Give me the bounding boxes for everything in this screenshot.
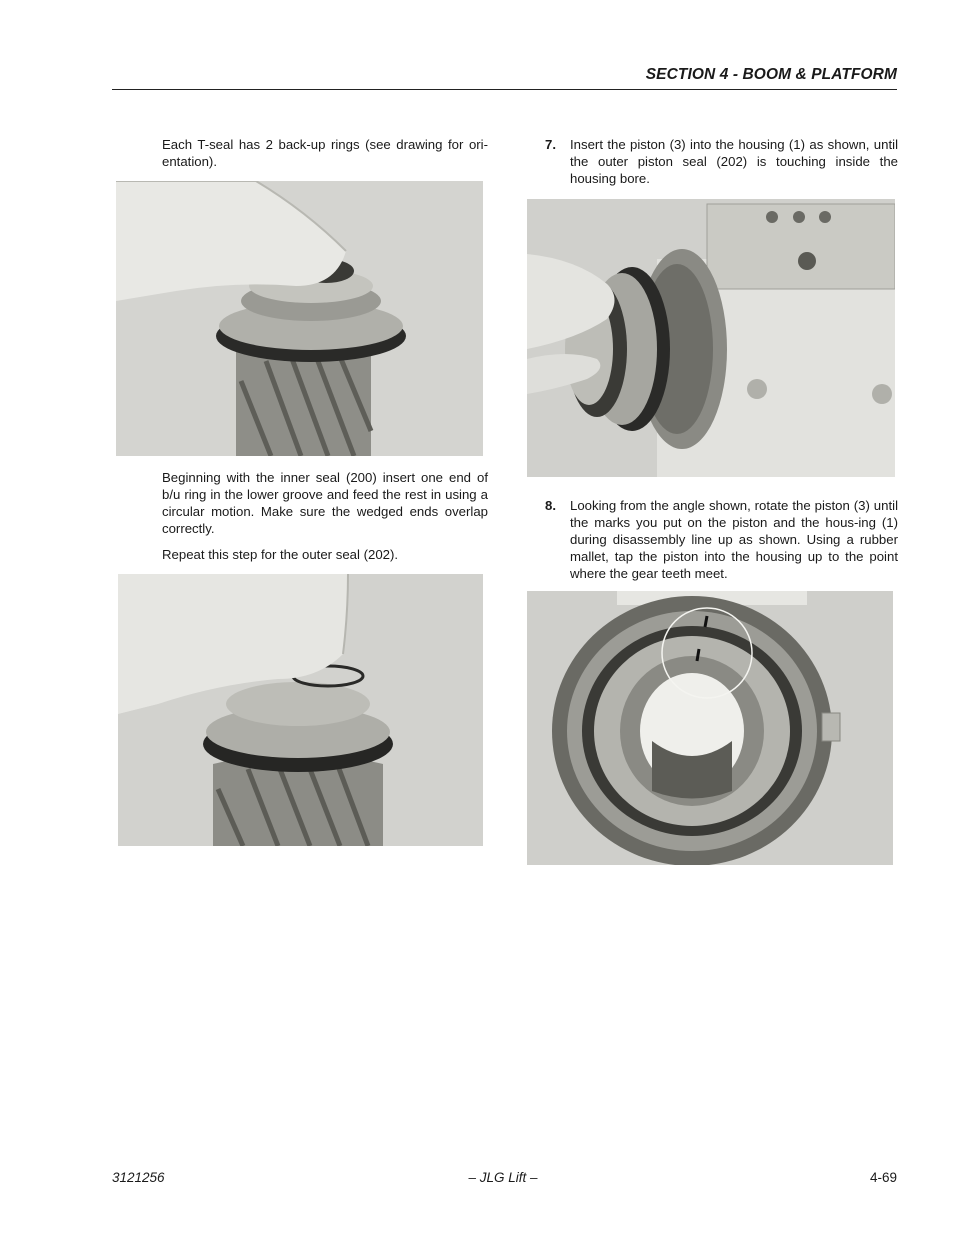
footer-brand: – JLG Lift – [468, 1170, 538, 1185]
photo-outer-seal-ring [118, 574, 483, 846]
photo-backup-ring-insert [116, 181, 483, 456]
step-7 [545, 136, 898, 188]
paragraph-backup-rings: Each T-seal has 2 back-up rings (see drawing for ori-entation). [162, 137, 488, 169]
step-8 [545, 497, 898, 583]
footer-doc-number: 3121256 [112, 1170, 165, 1185]
photo-piston-into-housing [527, 199, 895, 477]
photo-alignment-marks [527, 591, 893, 865]
paragraph-outer-seal: Repeat this step for the outer seal (202). [162, 547, 399, 562]
section-title: SECTION 4 - BOOM & PLATFORM [645, 66, 897, 83]
footer-page-number: 4-69 [869, 1170, 897, 1185]
step-8-text: Looking from the angle shown, rotate the piston (3) until the marks you put on the piston and the hous-ing (1) during disassembly line up as shown. Using a rubber mallet, tap the piston into the housing up to the point where the gear teeth meet. [570, 498, 898, 581]
header-divider [112, 89, 897, 90]
step-7-number: 7. [545, 137, 556, 152]
step-8-number: 8. [545, 498, 556, 513]
paragraph-inner-seal: Beginning with the inner seal (200) insert one end of b/u ring in the lower groove and feed the rest in using a circular motion. Make sure the wedged ends overlap correctly. [162, 470, 488, 536]
step-7-text: Insert the piston (3) into the housing (1) as shown, until the outer piston seal (202) is touching inside the housing bore. [570, 137, 898, 186]
